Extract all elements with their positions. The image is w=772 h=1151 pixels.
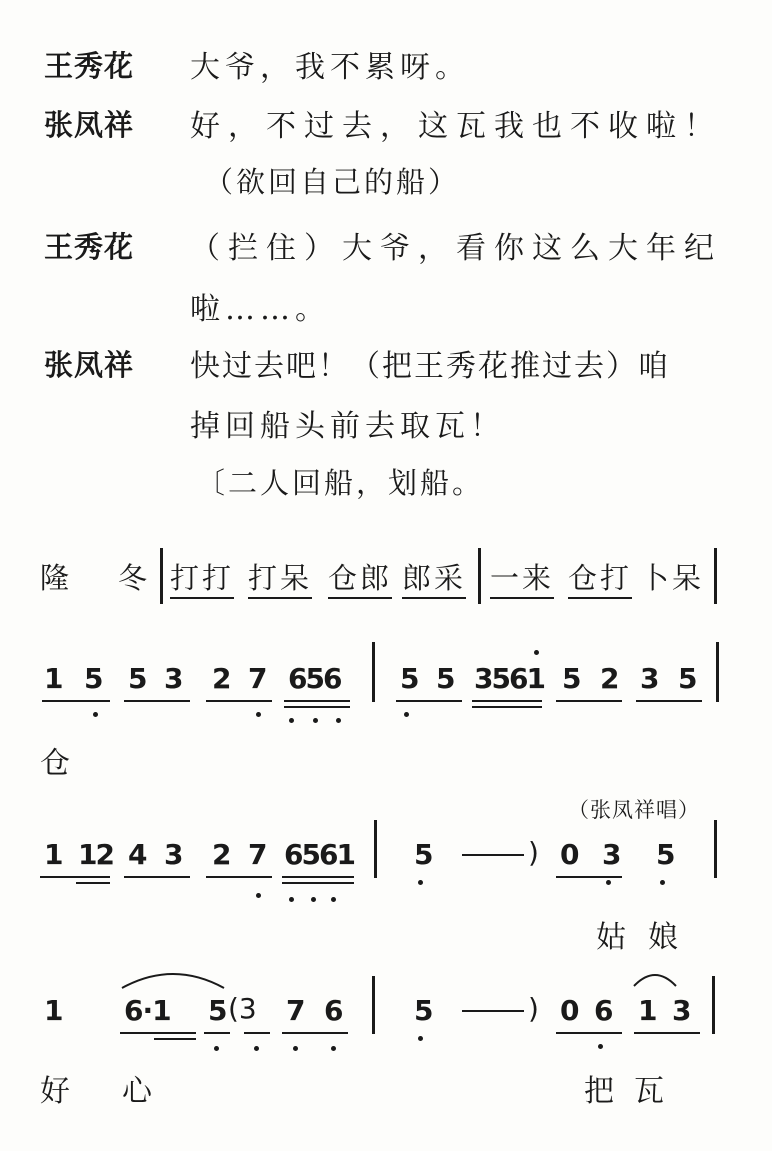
percussion-syllable: 打呆 [248, 561, 313, 595]
note-group: 6561 [284, 838, 354, 871]
barline [714, 820, 717, 878]
octave-dot [418, 1036, 423, 1041]
beam-line [42, 700, 110, 702]
singer-label: （张凤祥唱） [568, 798, 700, 822]
lyric: 娘 [648, 920, 678, 955]
octave-dot [606, 880, 611, 885]
speaker-name: 王秀花 [44, 230, 135, 264]
octave-dot [289, 718, 294, 723]
octave-dot [256, 893, 261, 898]
note: 3 [164, 662, 184, 695]
lyric: 好 [40, 1074, 70, 1109]
percussion-syllable: 仓郎 [328, 561, 393, 595]
note: 5 [208, 994, 228, 1027]
beam-line [472, 700, 542, 702]
dialogue-line: 好，不过去，这瓦我也不收啦！ [190, 109, 722, 144]
percussion-syllable: 卜呆 [640, 561, 705, 595]
octave-dot [254, 1046, 259, 1051]
note: 6 [324, 994, 344, 1027]
note-group: 3561 [474, 662, 544, 695]
octave-dot [93, 712, 98, 717]
note: 4 [128, 838, 148, 871]
octave-dot [311, 897, 316, 902]
barline [714, 548, 717, 604]
octave-dot [331, 897, 336, 902]
barline [160, 548, 163, 604]
note: 2 [212, 838, 232, 871]
beam-line [556, 876, 622, 878]
beam-line [124, 700, 190, 702]
beam-line [634, 1032, 700, 1034]
beam-line [556, 700, 622, 702]
beam-line [206, 700, 272, 702]
beam-line [40, 876, 110, 878]
note: (3 [228, 992, 257, 1025]
note: 6 [594, 994, 614, 1027]
octave-dot [418, 880, 423, 885]
octave-dot [289, 897, 294, 902]
beam-line [244, 1032, 270, 1034]
barline [478, 548, 481, 604]
extension-dash [462, 854, 524, 856]
beam-line [556, 1032, 622, 1034]
note: 1 [44, 662, 64, 695]
octave-dot [534, 650, 539, 655]
note: 7 [248, 838, 268, 871]
octave-dot [214, 1046, 219, 1051]
beam-line [282, 1032, 348, 1034]
percussion-syllable: 郎采 [402, 561, 467, 595]
beam-line [120, 1032, 196, 1034]
beam-line [284, 700, 350, 702]
lyric: 姑 [596, 920, 626, 955]
note: 5 [84, 662, 104, 695]
dialogue-line: 快过去吧！（把王秀花推过去）咱 [190, 349, 670, 384]
note: 0 [560, 994, 580, 1027]
note: 5 [656, 838, 676, 871]
note: 3 [672, 994, 692, 1027]
note: 5 [678, 662, 698, 695]
dialogue-line: （拦住）大爷，看你这么大年纪 [190, 231, 722, 266]
note: 5 [562, 662, 582, 695]
octave-dot [293, 1046, 298, 1051]
lyric: 心 [122, 1074, 152, 1109]
beam-line [204, 1032, 230, 1034]
note: 2 [600, 662, 620, 695]
barline [712, 976, 715, 1034]
note: 2 [212, 662, 232, 695]
note: 3 [602, 838, 622, 871]
beam-line [124, 876, 190, 878]
note: 5 [414, 994, 434, 1027]
percussion-syllable: 打打 [170, 561, 235, 595]
beam-line [328, 597, 392, 599]
beam-line [396, 700, 462, 702]
beam-line [284, 706, 350, 708]
beam-line [206, 876, 272, 878]
beam-line [282, 882, 354, 884]
octave-dot [331, 1046, 336, 1051]
beam-line [402, 597, 466, 599]
speaker-name: 张凤祥 [44, 348, 135, 382]
slur-arc [118, 966, 228, 992]
extension-dash [462, 1010, 524, 1012]
note-group: 6·1 [124, 994, 171, 1027]
dialogue-line: 大爷，我不累呀。 [190, 50, 470, 85]
octave-dot [598, 1044, 603, 1049]
dialogue-line: 掉回船头前去取瓦！ [190, 409, 505, 444]
percussion-syllable: 冬 [118, 561, 151, 595]
note: 1 [44, 838, 64, 871]
beam-line [76, 882, 110, 884]
note: 3 [640, 662, 660, 695]
lyric: 瓦 [634, 1074, 664, 1109]
note: 5 [436, 662, 456, 695]
note-group: 12 [78, 838, 113, 871]
barline [372, 642, 375, 702]
note: 7 [248, 662, 268, 695]
slur-arc [630, 968, 680, 990]
note: 1 [638, 994, 658, 1027]
note: 7 [286, 994, 306, 1027]
close-paren: ) [528, 836, 539, 869]
barline [374, 820, 377, 878]
beam-line [472, 706, 542, 708]
stage-direction: （欲回自己的船） [204, 165, 461, 199]
note: 3 [164, 838, 184, 871]
beam-line [248, 597, 312, 599]
speaker-name: 张凤祥 [44, 108, 135, 142]
note-group: 656 [288, 662, 341, 695]
beam-line [568, 597, 632, 599]
note: 5 [400, 662, 420, 695]
stage-direction: 〔二人回船，划船。 [196, 466, 485, 500]
percussion-syllable: 隆 [40, 561, 73, 595]
barline [716, 642, 719, 702]
octave-dot [256, 712, 261, 717]
octave-dot [660, 880, 665, 885]
percussion-syllable: 一来 [490, 561, 555, 595]
note: 0 [560, 838, 580, 871]
barline [372, 976, 375, 1034]
note: 1 [44, 994, 64, 1027]
speaker-name: 王秀花 [44, 49, 135, 83]
lyric: 仓 [40, 746, 70, 781]
octave-dot [313, 718, 318, 723]
beam-line [154, 1038, 196, 1040]
percussion-syllable: 仓打 [568, 561, 633, 595]
beam-line [282, 876, 354, 878]
note: 5 [414, 838, 434, 871]
beam-line [490, 597, 554, 599]
octave-dot [404, 712, 409, 717]
dialogue-line: 啦……。 [190, 292, 330, 327]
beam-line [636, 700, 702, 702]
octave-dot [336, 718, 341, 723]
lyric: 把 [584, 1074, 614, 1109]
note: 5 [128, 662, 148, 695]
beam-line [170, 597, 234, 599]
close-paren: ) [528, 992, 539, 1025]
